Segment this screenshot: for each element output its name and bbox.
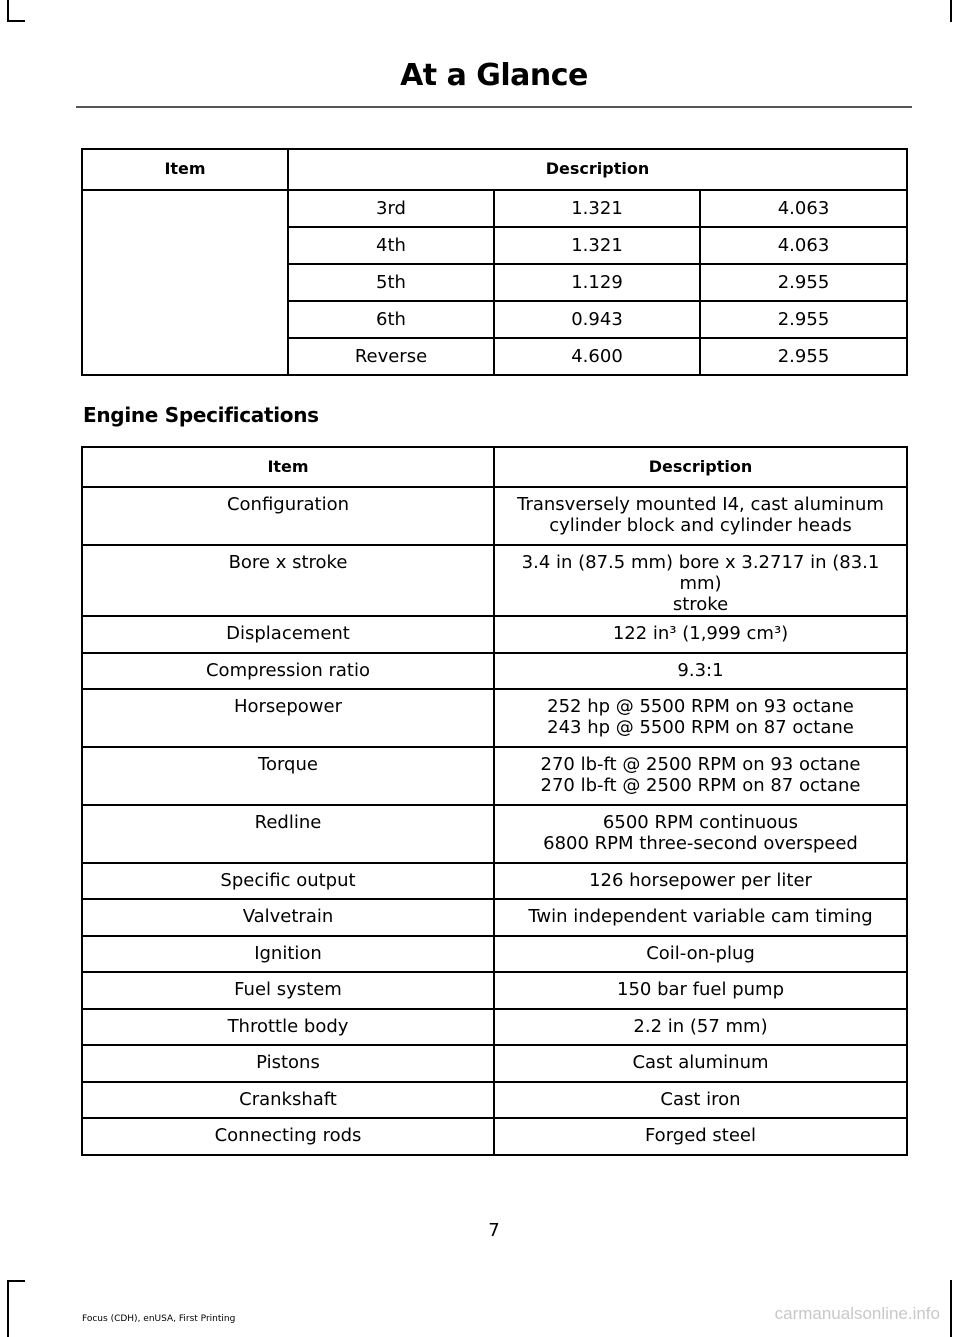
- description-cell: 126 horsepower per liter: [494, 863, 907, 899]
- description-cell: Forged steel: [494, 1118, 907, 1155]
- description-cell: 122 in³ (1,999 cm³): [494, 616, 907, 653]
- item-cell: Torque: [82, 747, 494, 805]
- item-cell: Valvetrain: [82, 899, 494, 936]
- page-number: 7: [488, 1220, 500, 1241]
- description-line: stroke: [672, 594, 729, 615]
- table-header-row: [82, 149, 907, 190]
- description-line: 270 lb-ft @ 2500 RPM on 93 octane: [540, 754, 861, 775]
- final-drive-cell: 2.955: [700, 338, 907, 375]
- header-description: Description: [494, 447, 907, 487]
- edition-footer: Focus (CDH), enUSA, First Printing: [82, 1314, 236, 1324]
- description-line: 252 hp @ 5500 RPM on 93 octane: [547, 696, 854, 717]
- description-line: 243 hp @ 5500 RPM on 87 octane: [547, 717, 854, 738]
- table-row: [82, 653, 907, 689]
- final-drive-cell: 2.955: [700, 264, 907, 301]
- description-cell: 2.2 in (57 mm): [494, 1009, 907, 1045]
- table-row: [82, 190, 907, 227]
- description-cell: 9.3:1: [494, 653, 907, 689]
- title-divider: [76, 106, 912, 108]
- item-cell: Connecting rods: [82, 1118, 494, 1155]
- crop-mark-bottom-left-v: [7, 1280, 9, 1337]
- table-row: [82, 616, 907, 653]
- item-cell: Compression ratio: [82, 653, 494, 689]
- header-description: Description: [288, 149, 907, 190]
- item-cell: Fuel system: [82, 972, 494, 1009]
- item-cell-empty: [82, 190, 288, 375]
- description-cell: Cast aluminum: [494, 1045, 907, 1082]
- table-row: [82, 805, 907, 863]
- crop-mark-top-right-v: [950, 0, 952, 22]
- table-row: [82, 1118, 907, 1155]
- item-cell: Configuration: [82, 487, 494, 545]
- header-item: Item: [82, 149, 288, 190]
- table-row: [82, 747, 907, 805]
- gear-cell: 5th: [288, 264, 494, 301]
- table-header-row: [82, 447, 907, 487]
- item-cell: Horsepower: [82, 689, 494, 747]
- crop-mark-top-left-h: [7, 20, 25, 22]
- description-cell: 150 bar fuel pump: [494, 972, 907, 1009]
- header-item: Item: [82, 447, 494, 487]
- ratio-cell: 0.943: [494, 301, 700, 338]
- table-row: [82, 972, 907, 1009]
- gear-cell: 4th: [288, 227, 494, 264]
- crop-mark-bottom-right-v: [950, 1280, 952, 1337]
- description-line: 6500 RPM continuous: [602, 812, 799, 833]
- description-line: Transversely mounted I4, cast aluminum: [517, 494, 884, 515]
- table-row: [82, 899, 907, 936]
- gear-cell: 6th: [288, 301, 494, 338]
- ratio-cell: 1.321: [494, 190, 700, 227]
- ratio-cell: 1.129: [494, 264, 700, 301]
- item-cell: Displacement: [82, 616, 494, 653]
- ratio-cell: 1.321: [494, 227, 700, 264]
- gear-cell: 3rd: [288, 190, 494, 227]
- item-cell: Redline: [82, 805, 494, 863]
- item-cell: Specific output: [82, 863, 494, 899]
- page-title: At a Glance: [400, 58, 588, 93]
- table-row: [82, 545, 907, 616]
- table-row: [82, 936, 907, 972]
- final-drive-cell: 4.063: [700, 227, 907, 264]
- final-drive-cell: 4.063: [700, 190, 907, 227]
- description-line: 6800 RPM three-second overspeed: [543, 833, 858, 854]
- final-drive-cell: 2.955: [700, 301, 907, 338]
- table-row: [82, 863, 907, 899]
- ratio-cell: 4.600: [494, 338, 700, 375]
- gear-cell: Reverse: [288, 338, 494, 375]
- table-row: [82, 1082, 907, 1118]
- item-cell: Pistons: [82, 1045, 494, 1082]
- description-cell: Coil-on-plug: [494, 936, 907, 972]
- description-cell: [494, 545, 907, 616]
- item-cell: Bore x stroke: [82, 545, 494, 616]
- table-row: [82, 487, 907, 545]
- description-cell: Cast iron: [494, 1082, 907, 1118]
- section-heading-engine: Engine Specifications: [83, 403, 319, 427]
- description-cell: Twin independent variable cam timing: [494, 899, 907, 936]
- table-row: [82, 1045, 907, 1082]
- description-cell: [494, 747, 907, 805]
- description-cell: [494, 689, 907, 747]
- description-line: 3.4 in (87.5 mm) bore x 3.2717 in (83.1 mm): [521, 552, 880, 594]
- transmission-ratio-table: [81, 148, 908, 376]
- watermark: carmanualsonline.info: [774, 1304, 940, 1323]
- table-row: [82, 689, 907, 747]
- engine-specifications-table: [81, 446, 908, 1156]
- description-cell: [494, 487, 907, 545]
- description-cell: [494, 805, 907, 863]
- description-line: 270 lb-ft @ 2500 RPM on 87 octane: [540, 775, 861, 796]
- item-cell: Crankshaft: [82, 1082, 494, 1118]
- crop-mark-bottom-left-h: [7, 1280, 25, 1282]
- item-cell: Throttle body: [82, 1009, 494, 1045]
- item-cell: Ignition: [82, 936, 494, 972]
- table-row: [82, 1009, 907, 1045]
- crop-mark-top-left-v: [7, 0, 9, 22]
- description-line: cylinder block and cylinder heads: [549, 515, 852, 536]
